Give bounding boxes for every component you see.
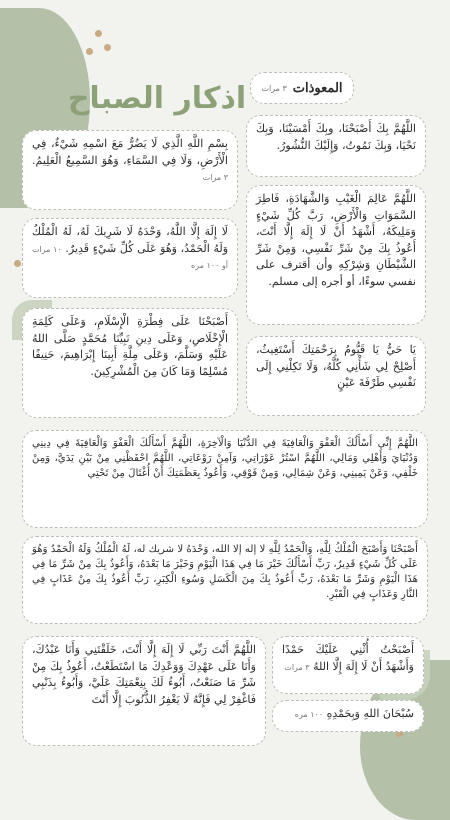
repeat-count: ٣ مرات xyxy=(284,662,310,672)
dhikr-text: بِسْمِ اللَّهِ الَّذِي لَا يَضُرُّ مَعَ اسْمِهِ شَيْءٌ، فِي الْأَرْضِ، وَلَا فِي السَّمَاءِ، وَهُوَ السَّمِيعُ الْعَلِيمُ. xyxy=(32,137,228,167)
dhikr-card xyxy=(246,336,426,416)
repeat-count: ٣ مرات xyxy=(261,83,287,93)
dhikr-text: سُبْحَانَ اللهِ وَبِحَمْدِهِ xyxy=(326,707,414,720)
repeat-count: ١٠ مرات أو ١٠٠ مره xyxy=(32,244,228,270)
page-title: اذكار الصباح xyxy=(67,81,247,116)
dhikr-text: اللَّهُمَّ أَنْتَ رَبِّي لَا إِلَهَ إِلَّا أَنْتَ، خَلَقْتَنِي وَأَنَا عَبْدُكَ، وَأَنَا عَلَى عَهْدِكَ وَوَعْدِكَ مَا اسْتَطَعْتُ، أَعُوذُ بِكَ مِنْ شَرِّ مَا صَنَعْتُ، أَبُوءُ لَكَ بِنِعْمَتِكَ عَلَيَّ، وَأَبُوءُ بِذَنْبِي فَاغْفِرْ لِي فَإِنَّهُ لَا يَغْفِرُ الذُّنُوبَ إِلَّا أَنْتَ xyxy=(32,643,256,706)
dhikr-card xyxy=(22,218,238,298)
repeat-count: ١٠٠ مره xyxy=(294,710,324,719)
dhikr-text: لَا إِلَهَ إِلَّا اللَّهُ، وَحْدَهُ لَا شَرِيكَ لَهُ، لَهُ الْمُلْكُ وَلَهُ الْحَمْدُ، وَهُوَ عَلَى كُلِّ شَيْءٍ قَدِيرٌ. xyxy=(32,225,229,255)
dhikr-card xyxy=(22,430,428,528)
dhikr-text: أَصْبَحْنَا وَأَصْبَحَ الْمُلْكُ لِلَّهِ، وَالْحَمْدُ لِلَّهِ لا إله إلا الله، وَحْدَهُ لا شريك له، لَهُ الْمُلْكُ وَلَهُ الْحَمْدُ وَهُوَ عَلَى كُلِّ شَيْءٍ قَدِيرٌ، رَبِّ أَسْأَلُكَ خَيْرَ مَا فِي هَذَا الْيَوْمِ وَخَيْرَ مَا بَعْدَهُ، وَأَعُوذُ بِكَ مِنْ شَرِّ مَا فِي هَذَا الْيَوْمِ وَشَرِّ مَا بَعْدَهُ، رَبِّ أَعُوذُ بِكَ مِنَ الْكَسَلِ وَسُوءِ الْكِبَرِ، رَبِّ أَعُوذُ بِكَ مِنْ عَذَابٍ فِي النَّارِ وَعَذَابٍ فِي الْقَبْرِ. xyxy=(32,544,418,601)
decorative-dot xyxy=(95,30,102,37)
dhikr-text: اللَّهُمَّ عَالِمَ الْغَيْبِ وَالشَّهَادَةِ، فَاطِرَ السَّمَوَاتِ وَالْأَرْضِ، رَبَّ كُلِّ شَيْءٍ وَمَلِيكَهُ، أَشْهَدُ أَنْ لَا إِلَهَ إِلَّا أَنْتَ، أَعُوذُ بِكَ مِنْ شَرِّ نَفْسِي، وَمِنْ شَرِّ الشَّيْطَانِ وَشِرْكِهِ وأن أقترف على نفسي سوءًا، أو أجره إلى مسلم. xyxy=(256,192,416,288)
muawwidhat-name: المعوذات xyxy=(292,80,343,96)
dhikr-text: اللَّهُمَّ إِنِّي أَسْأَلُكَ الْعَفْوَ وَالْعَافِيَةَ فِي الدُّنْيَا وَالْآخِرَةِ، اللَّهُمَّ أَسْأَلُكَ الْعَفْوَ وَالْعَافِيَةَ فِي دِينِي وَدُنْيَايَ وَأَهْلِي وَمَالِي، اللَّهُمَّ اسْتُرْ عَوْرَاتِي، وَآمِنْ رَوْعَاتِي، اللَّهُمَّ احْفَظْنِي مِنْ بَيْنِ يَدَيَّ، وَمِنْ خَلْفِي، وَعَنْ يَمِينِي، وَعَنْ شِمَالِي، وَمِنْ فَوْقِي، وَأَعُوذُ بِعَظَمَتِكَ أَنْ أُغْتَالَ مِنْ تَحْتِي xyxy=(32,438,418,480)
repeat-count: ٣ مرات xyxy=(202,173,228,182)
dhikr-card xyxy=(272,636,424,694)
dhikr-card xyxy=(272,700,424,732)
muawwidhat-label xyxy=(250,72,354,104)
dhikr-card xyxy=(22,130,238,210)
dhikr-text: يَا حَيُّ يَا قَيُّومُ بِرَحْمَتِكَ أَسْتَغِيثُ، أَصْلِحْ لِي شَأْنِي كُلَّهُ، وَلَا تَكِلْنِي إِلَى نَفْسِي طَرْفَةَ عَيْنٍ xyxy=(256,343,416,389)
dhikr-card xyxy=(22,636,266,746)
dhikr-card xyxy=(22,536,428,624)
dhikr-text: أَصْبَحْنَا عَلَى فِطْرَةِ الْإِسْلَامِ، وَعَلَى كَلِمَةِ الْإِخْلَاصِ، وَعَلَى دِينِ نَبِيِّنَا مُحَمَّدٍ صَلَّى اللهُ عَلَيْهِ وَسَلَّمَ، وَعَلَى مِلَّةِ أَبِينَا إِبْرَاهِيمَ، حَنِيفًا مُسْلِمًا وَمَا كَانَ مِنَ الْمُشْرِكِينَ. xyxy=(32,315,228,378)
dhikr-card xyxy=(22,308,238,418)
dhikr-card xyxy=(246,115,426,177)
dhikr-card xyxy=(246,185,426,325)
dhikr-text: اللَّهُمَّ بِكَ أَصْبَحْنَا، وبِكَ أَمْسَيْنَا، وَبِكَ نَحْيَا، وَبِكَ نَمُوتُ، وَإِلَيْكَ النُّشُورُ. xyxy=(256,122,416,152)
dhikr-text: أَصْبَحْتُ أُثْنِي عَلَيْكَ حَمْدًا وَأَشْهَدُ أَنْ لَا إِلَهَ إِلَّا اللهُ xyxy=(282,643,414,673)
decorative-dot xyxy=(14,260,21,267)
decorative-dot xyxy=(86,48,93,55)
decorative-dot xyxy=(104,44,111,51)
